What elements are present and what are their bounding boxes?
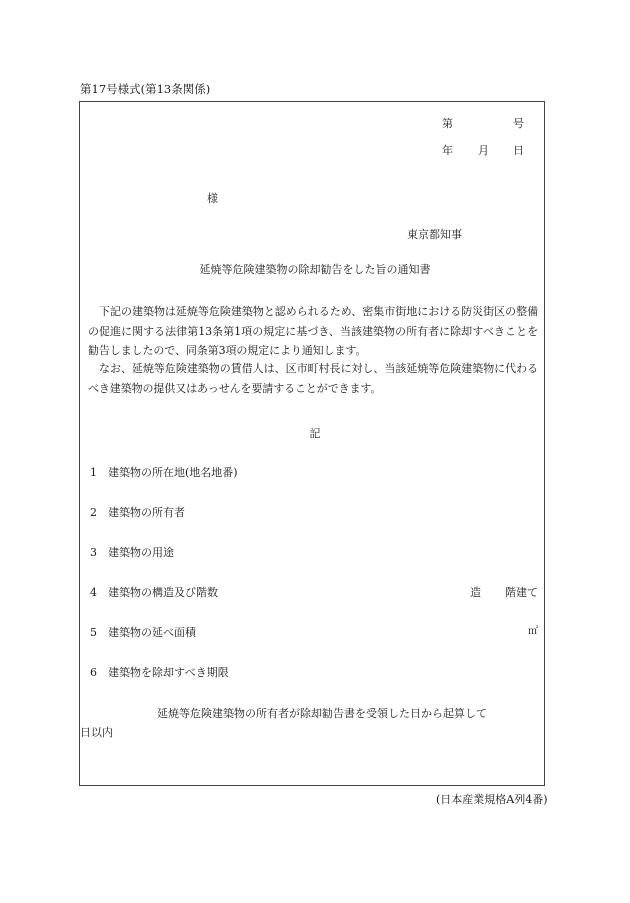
deadline-text-line1: 延焼等危険建築物の所有者が除却勧告書を受領した日から起算して bbox=[157, 707, 487, 720]
number-suffix: 号 bbox=[513, 117, 524, 130]
paper-size-note: (日本産業規格A列4番) bbox=[436, 793, 548, 806]
deadline-text-line2: 日以内 bbox=[80, 726, 113, 739]
area-unit: ㎡ bbox=[528, 626, 538, 637]
item-number: 4 bbox=[90, 586, 97, 599]
item-label-floor-area: 建築物の延べ面積 bbox=[108, 626, 196, 639]
item-number: 3 bbox=[90, 546, 97, 559]
structure-unit: 造 bbox=[470, 586, 481, 599]
ki-heading: 記 bbox=[309, 427, 321, 440]
item-number: 1 bbox=[90, 466, 97, 479]
addressee-suffix: 様 bbox=[207, 192, 218, 205]
number-prefix: 第 bbox=[442, 117, 453, 130]
date-month: 月 bbox=[478, 144, 489, 157]
date-year: 年 bbox=[442, 144, 453, 157]
floors-unit: 階建て bbox=[505, 586, 538, 599]
item-number: 2 bbox=[90, 506, 97, 519]
item-label-owner: 建築物の所有者 bbox=[108, 506, 185, 519]
item-label-structure: 建築物の構造及び階数 bbox=[108, 586, 218, 599]
form-label: 第17号様式(第13条関係) bbox=[80, 82, 211, 96]
item-label-location: 建築物の所在地(地名地番) bbox=[108, 466, 238, 479]
item-number: 6 bbox=[90, 666, 97, 679]
body-paragraph-2: なお、延焼等危険建築物の賃借人は、区市町村長に対し、当該延焼等危険建築物に代わるべき建築物の提供又はあっせんを要請することができます。 bbox=[88, 362, 538, 395]
item-label-deadline: 建築物を除却すべき期限 bbox=[108, 666, 229, 679]
date-day: 日 bbox=[513, 144, 524, 157]
document-title: 延焼等危険建築物の除却勧告をした旨の通知書 bbox=[199, 263, 431, 276]
body-paragraph-1: 下記の建築物は延焼等危険建築物と認められるため、密集市街地における防災街区の整備の促進に関する法律第13条第1項の規定に基づき、当該建築物の所有者に除却すべきことを勧告しましたので、同条第3項の規定により通知します。 bbox=[88, 305, 538, 357]
sender: 東京都知事 bbox=[407, 228, 462, 241]
document-frame bbox=[79, 101, 545, 786]
item-label-use: 建築物の用途 bbox=[108, 546, 174, 559]
item-number: 5 bbox=[90, 626, 97, 639]
